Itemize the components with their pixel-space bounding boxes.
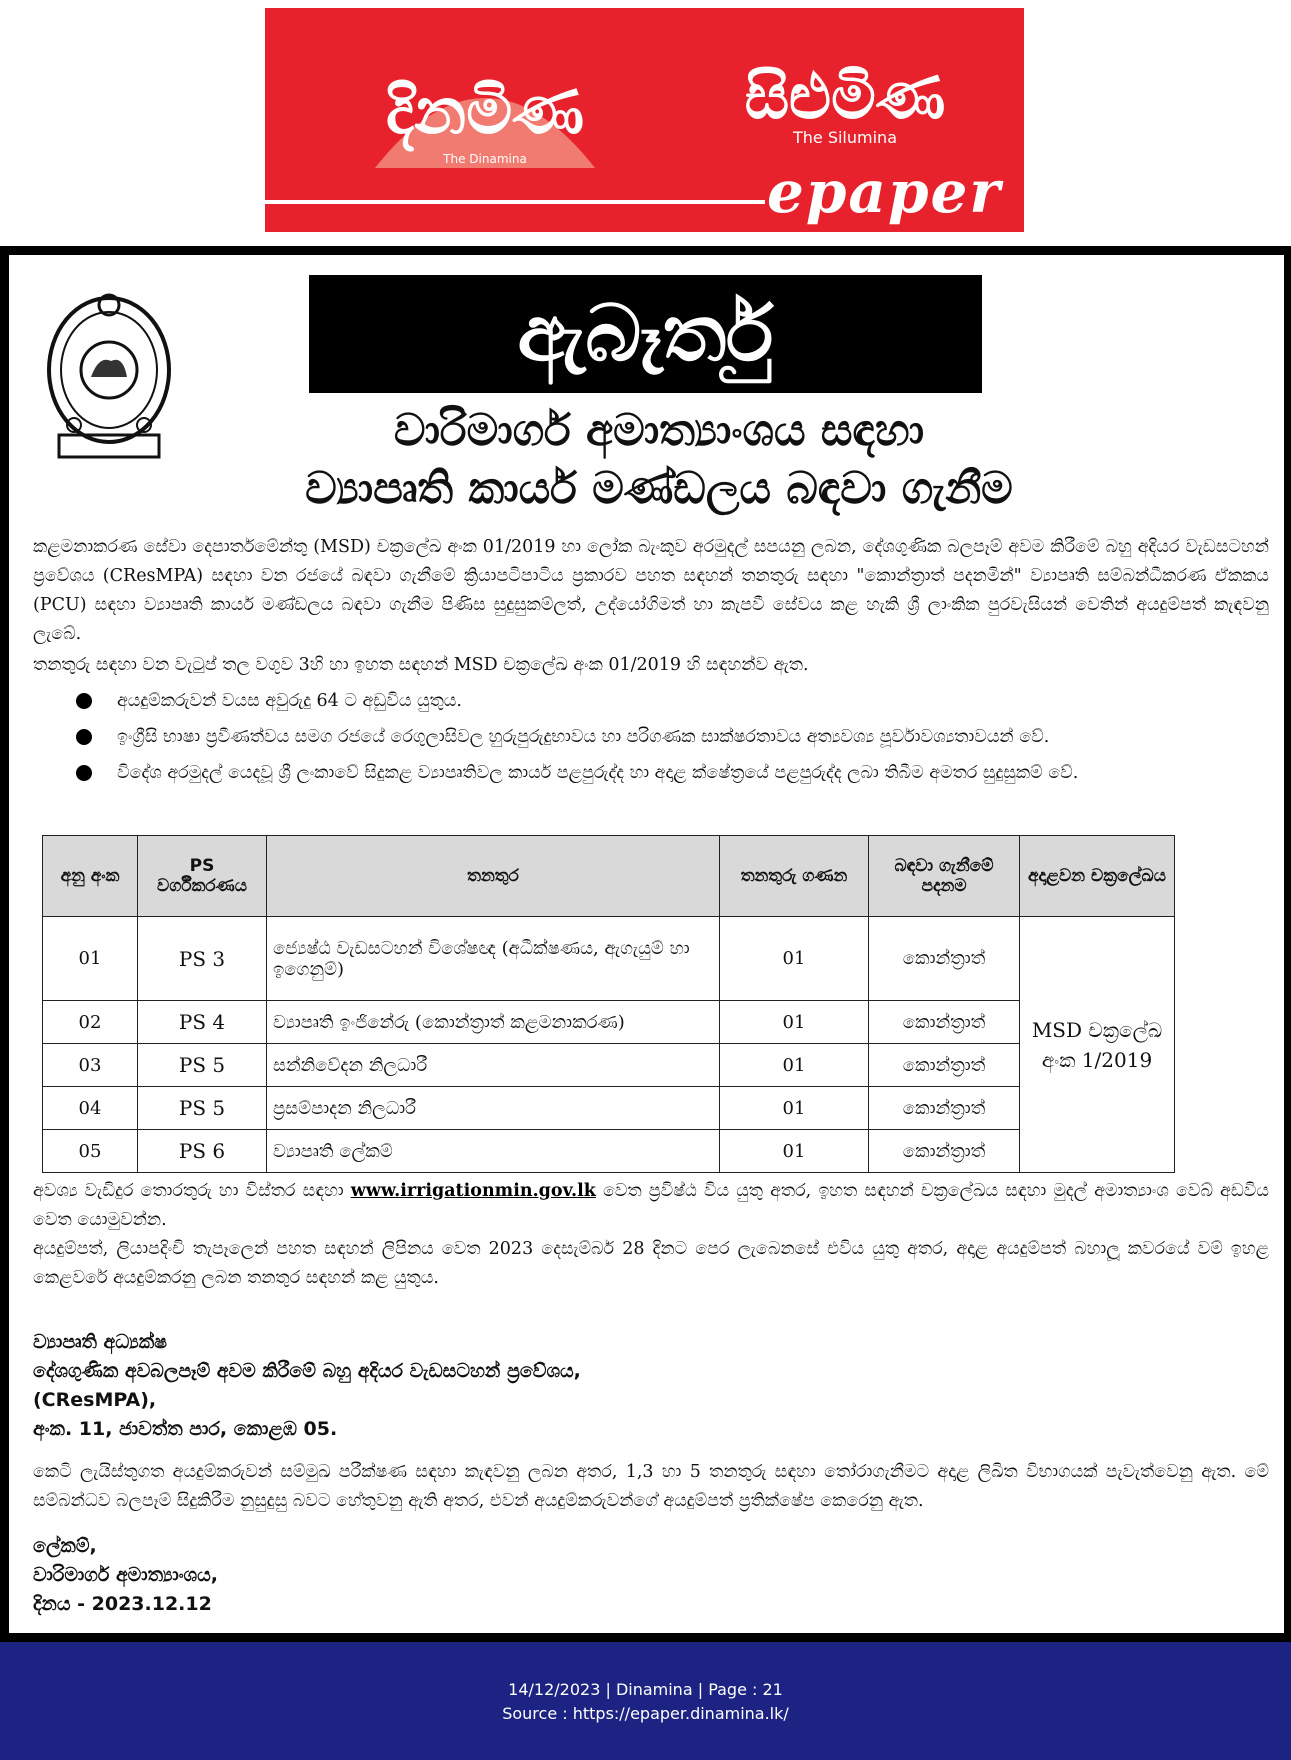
col-header-basis: බඳවා ගැනීමේ පදනම xyxy=(869,836,1020,917)
cell-basis: කොන්ත්‍රාත් xyxy=(869,1130,1020,1173)
more-info-text: වෙත ප්‍රවිෂ්ඨ විය යුතු අතර, ඉහත සඳහන් චක්‍රලේඛය සඳහා මුදල් අමාත්‍යාංශ වෙබ් අඩවිය වෙත යොමුවන්න. xyxy=(33,1181,1269,1230)
cell-post: ප්‍රසම්පාදන නිලධාරී xyxy=(267,1087,720,1130)
svg-text:The Silumina: The Silumina xyxy=(792,128,898,147)
cell-post: සන්නිවේදන නිලධාරී xyxy=(267,1044,720,1087)
cell-ps: PS 5 xyxy=(138,1087,267,1130)
cell-ps: PS 5 xyxy=(138,1044,267,1087)
salary-note: තනතුරු සඳහා වන වැටුප් තල වගුව 3හි හා ඉහත සඳහන් MSD චක්‍රලේඛ අංක 01/2019 හි සඳහන්ව ඇත. xyxy=(33,655,809,675)
cell-ps: PS 6 xyxy=(138,1130,267,1173)
table-row xyxy=(43,1001,1175,1044)
signatory-ministry: වාරිමාර්ග අමාත්‍යාංශය, xyxy=(33,1564,219,1586)
bullet-icon xyxy=(76,765,92,781)
address-line: අංක. 11, ජාවත්ත පාර, කොළඹ 05. xyxy=(33,1418,338,1440)
svg-text:දිනමිණ: දිනමිණ xyxy=(385,75,585,149)
silumina-logo xyxy=(695,48,995,158)
signatory-title: ලේකම්, xyxy=(33,1535,97,1557)
notice-body: ඇබෑර්තු වාරිමාර්ග අමාත්‍යාංශය සඳහා ව්‍යාපෘති කාර්ය මණ්ඩලය බඳවා ගැනීම කළමනාකරණ සේවා දෙපාර්තමේන්තු (MSD) චක්‍රලේඛ අංක 01/2019 හා ලෝක බැංකුව අරමුදල් සපයනු ලබන, දේශගුණික බලපෑම් අවම කිරීමේ බහු අදියර වැඩසටහන් ප්‍රවේශය (CResMPA) සඳහා වන රජයේ බඳවා ගැනීමේ ක්‍රියාපටිපාටිය ප්‍රකාරව පහත සඳහන් තනතුරු සඳහා "කොන්ත්‍රාත් පදනමින්" ව්‍යාපෘති සම්බන්ධීකරණ ඒකකය (PCU) සඳහා ව්‍යාපෘති කාර්ය මණ්ඩලය බඳවා ගැනීම පිණිස සුදුසුකම්ලත්, උද්යෝගිමත් හා කැපවී සේවය කළ හැකි ශ්‍රී ලාංකික පුරවැසියන් වෙතින් අයදුම්පත් කැඳවනු ලැබේ. තනතුරු සඳහා වන වැටුප් තල වගුව 3හි හා ඉහත සඳහන් MSD චක්‍රලේඛ අංක 01/2019 හි සඳහන්ව ඇත. අයදුම්කරුවන් වයස අවුරුදු 64 ට අඩුවිය යුතුය. ඉංග්‍රීසි භාෂා ප්‍රවීණත්වය සමග රජයේ රෙගුලාසිවල හුරුපුරුදුභාවය හා පරිගණක සාක්ෂරතාවය අත්‍යවශ්‍ය පූර්වාවශ්‍යතාවයන් වේ. විදේශ අරමුදල් යෙදවූ ශ්‍රී ලංකාවේ සිදුකළ ව්‍යාපෘතිවල කාර්ය පළපුරුද්ද හා අදාළ ක්ෂේත්‍රයේ පළපුරුද්ද ලබා තිබීම අමතර සුදුසුකම් වේ. අනු අංක PS වර්ගීකරණය තනතුර තනතුරු ගණන බඳවා ගැනීමේ පදනම අදාළවන චක්‍රලේඛය 01 PS 3 ජ්‍යෙෂ්ඨ වැඩසටහන් විශේෂඥ (අධීක්ෂණය, ඇගැයුම් හා ඉගෙනුම්) 01 කොන්ත්‍රාත් MSD චක්‍රලේඛ අංක 1/2019 02 PS 4 ව්‍යාපෘති ඉංජිනේරු (කොන්ත්‍රාත් කළමනාකරණ) 01 කොන්ත්‍රාත් 03 PS 5 සන්නිවේදන නිලධාරී 01 කොන්ත්‍රාත් 04 PS 5 ප්‍රසම්පාදන නිලධාරී 01 කොන්ත්‍රාත් 05 PS 6 ව්‍යාපෘති ලේකම් 01 කොන්ත්‍රාත් අවශ්‍ය වැඩිදුර තොරතුරු හා විස්තර සඳහා www.irrigationmin.gov.lk වෙත ප්‍රවිෂ්ඨ විය යුතු අතර, ඉහත සඳහන් චක්‍රලේඛය සඳහා මුදල් අමාත්‍යාංශ වෙබ් අඩවිය වෙත යොමුවන්න. අයදුම්පත්, ලියාපදිංචි තැපෑලෙන් පහත සඳහන් ලිපිනය වෙත 2023 දෙසැම්බර් 28 දිනට පෙර ලැබෙනසේ එවිය යුතු අතර, අදාළ අයදුම්පත් බහාලූ කවරයේ වම් ඉහළ කෙළවරේ අයදුම්කරනු ලබන තනතුර සඳහන් කළ යුතුය. ව්‍යාපෘති අධ්‍යක්ෂ දේශගුණික අවබලපෑම් අවම කිරීමේ බහු අදියර වැඩසටහන් ප්‍රවේශය, (CResMPA), අංක. 11, ජාවත්ත පාර, කොළඹ 05. කෙටි ලැයිස්තුගත අයදුම්කරුවන් සම්මුඛ පරීක්ෂණ සඳහා කැඳවනු ලබන අතර, 1,3 හා 5 තනතුරු සඳහා තෝරාගැනීමට අදාළ ලිඛිත විභාගයක් පැවැත්වෙනු ඇත. මේ සම්බන්ධව බලපෑම් සිදුකිරීම නුසුදුසු බවට හේතුවනු ඇති අතර, එවන් අයදුම්කරුවන්ගේ අයදුම්පත් ප්‍රතික්ෂේප කෙරෙනු ඇත. ලේකම්, වාරිමාර්ග අමාත්‍යාංශය, දිනය - 2023.12.12 xyxy=(9,255,1284,1633)
col-header-circular: අදාළවන චක්‍රලේඛය xyxy=(1020,836,1175,917)
epaper-wordmark: epaper xyxy=(766,158,1002,226)
table-header-row xyxy=(43,836,1175,917)
cell-post: ජ්‍යෙෂ්ඨ වැඩසටහන් විශේෂඥ (අධීක්ෂණය, ඇගැයුම් හා ඉගෙනුම්) xyxy=(267,917,720,1001)
table-row xyxy=(43,1130,1175,1173)
svg-text:The Dinamina: The Dinamina xyxy=(443,152,527,166)
cell-count: 01 xyxy=(720,1044,869,1087)
cell-count: 01 xyxy=(720,917,869,1001)
vacancy-table xyxy=(42,835,1175,1173)
masthead-rule xyxy=(265,200,765,204)
cell-basis: කොන්ත්‍රාත් xyxy=(869,1001,1020,1044)
intro-paragraph: කළමනාකරණ සේවා දෙපාර්තමේන්තු (MSD) චක්‍රලේඛ අංක 01/2019 හා ලෝක බැංකුව අරමුදල් සපයනු ලබන, දේශගුණික බලපෑම් අවම කිරීමේ බහු අදියර වැඩසටහන් ප්‍රවේශය (CResMPA) සඳහා වන රජයේ බඳවා ගැනීමේ ක්‍රියාපටිපාටිය ප්‍රකාරව පහත සඳහන් තනතුරු සඳහා "කොන්ත්‍රාත් පදනමින්" ව්‍යාපෘති සම්බන්ධීකරණ ඒකකය (PCU) සඳහා ව්‍යාපෘති කාර්ය මණ්ඩලය බඳවා ගැනීම පිණිස සුදුසුකම්ලත්, උද්යෝගිමත් හා කැපවී සේවය කළ හැකි ශ්‍රී ලාංකික පුරවැසියන් වෙතින් අයදුම්පත් කැඳවනු ලැබේ. xyxy=(33,537,1269,644)
cell-count: 01 xyxy=(720,1087,869,1130)
cell-basis: කොන්ත්‍රාත් xyxy=(869,917,1020,1001)
notice-date: දිනය - 2023.12.12 xyxy=(33,1593,212,1615)
col-header-post: තනතුර xyxy=(267,836,720,917)
page-footer xyxy=(0,1642,1291,1760)
table-row xyxy=(43,1087,1175,1130)
national-emblem-icon xyxy=(39,285,179,465)
table-row xyxy=(43,1044,1175,1087)
more-info-text: අවශ්‍ය වැඩිදුර තොරතුරු හා විස්තර සඳහා xyxy=(33,1181,344,1201)
submission-text: අයදුම්පත්, ලියාපදිංචි තැපෑලෙන් පහත සඳහන් ලිපිනය වෙත 2023 දෙසැම්බර් 28 දිනට පෙර ලැබෙනසේ එවිය යුතු අතර, අදාළ අයදුම්පත් බහාලූ කවරයේ වම් ඉහළ කෙළවරේ අයදුම්කරනු ලබන තනතුර සඳහන් කළ යුතුය. xyxy=(33,1239,1269,1288)
col-header-ps: PS වර්ගීකරණය xyxy=(138,836,267,917)
cell-post: ව්‍යාපෘති ඉංජිනේරු (කොන්ත්‍රාත් කළමනාකරණ) xyxy=(267,1001,720,1044)
bullet-icon xyxy=(76,693,92,709)
dinamina-logo xyxy=(335,48,635,178)
table-row xyxy=(43,917,1175,1001)
footer-source: Source : https://epaper.dinamina.lk/ xyxy=(502,1704,789,1723)
address-line: දේශගුණික අවබලපෑම් අවම කිරීමේ බහු අදියර වැඩසටහන් ප්‍රවේශය, xyxy=(33,1360,581,1382)
heading-recruitment: ව්‍යාපෘති කාර්ය මණ්ඩලය බඳවා ගැනීම xyxy=(305,463,1013,514)
more-info-paragraph xyxy=(33,1177,1269,1293)
cell-count: 01 xyxy=(720,1130,869,1173)
bullet-icon xyxy=(76,729,92,745)
cell-post: ව්‍යාපෘති ලේකම් xyxy=(267,1130,720,1173)
col-header-count: තනතුරු ගණන xyxy=(720,836,869,917)
cell-no: 05 xyxy=(43,1130,138,1173)
selection-paragraph: කෙටි ලැයිස්තුගත අයදුම්කරුවන් සම්මුඛ පරීක්ෂණ සඳහා කැඳවනු ලබන අතර, 1,3 හා 5 තනතුරු සඳහා තෝරාගැනීමට අදාළ ලිඛිත විභාගයක් පැවැත්වෙනු ඇත. මේ සම්බන්ධව බලපෑම් සිදුකිරීම නුසුදුසු බවට හේතුවනු ඇති අතර, එවන් අයදුම්කරුවන්ගේ අයදුම්පත් ප්‍රතික්ෂේප කෙරෙනු ඇත. xyxy=(33,1462,1269,1511)
newspaper-masthead xyxy=(265,8,1024,232)
notice-frame xyxy=(0,246,1291,1642)
cell-no: 03 xyxy=(43,1044,138,1087)
cell-circular: MSD චක්‍රලේඛ අංක 1/2019 xyxy=(1020,917,1175,1173)
footer-edition-info: 14/12/2023 | Dinamina | Page : 21 xyxy=(508,1680,783,1699)
cell-count: 01 xyxy=(720,1001,869,1044)
ministry-website-link[interactable]: www.irrigationmin.gov.lk xyxy=(350,1181,596,1201)
cell-ps: PS 4 xyxy=(138,1001,267,1044)
cell-no: 02 xyxy=(43,1001,138,1044)
heading-ministry: වාරිමාර්ග අමාත්‍යාංශය සඳහා xyxy=(393,405,925,456)
notice-title: ඇබෑර්තු xyxy=(309,275,982,393)
cell-basis: කොන්ත්‍රාත් xyxy=(869,1044,1020,1087)
signature-block xyxy=(33,1532,218,1619)
col-header-no: අනු අංක xyxy=(43,836,138,917)
address-line: ව්‍යාපෘති අධ්‍යක්ෂ xyxy=(33,1331,168,1353)
cell-no: 04 xyxy=(43,1087,138,1130)
cell-basis: කොන්ත්‍රාත් xyxy=(869,1087,1020,1130)
cell-ps: PS 3 xyxy=(138,917,267,1001)
mailing-address xyxy=(33,1328,581,1444)
cell-no: 01 xyxy=(43,917,138,1001)
svg-text:සිළුමිණ: සිළුමිණ xyxy=(744,60,946,133)
address-line: (CResMPA), xyxy=(33,1389,157,1411)
